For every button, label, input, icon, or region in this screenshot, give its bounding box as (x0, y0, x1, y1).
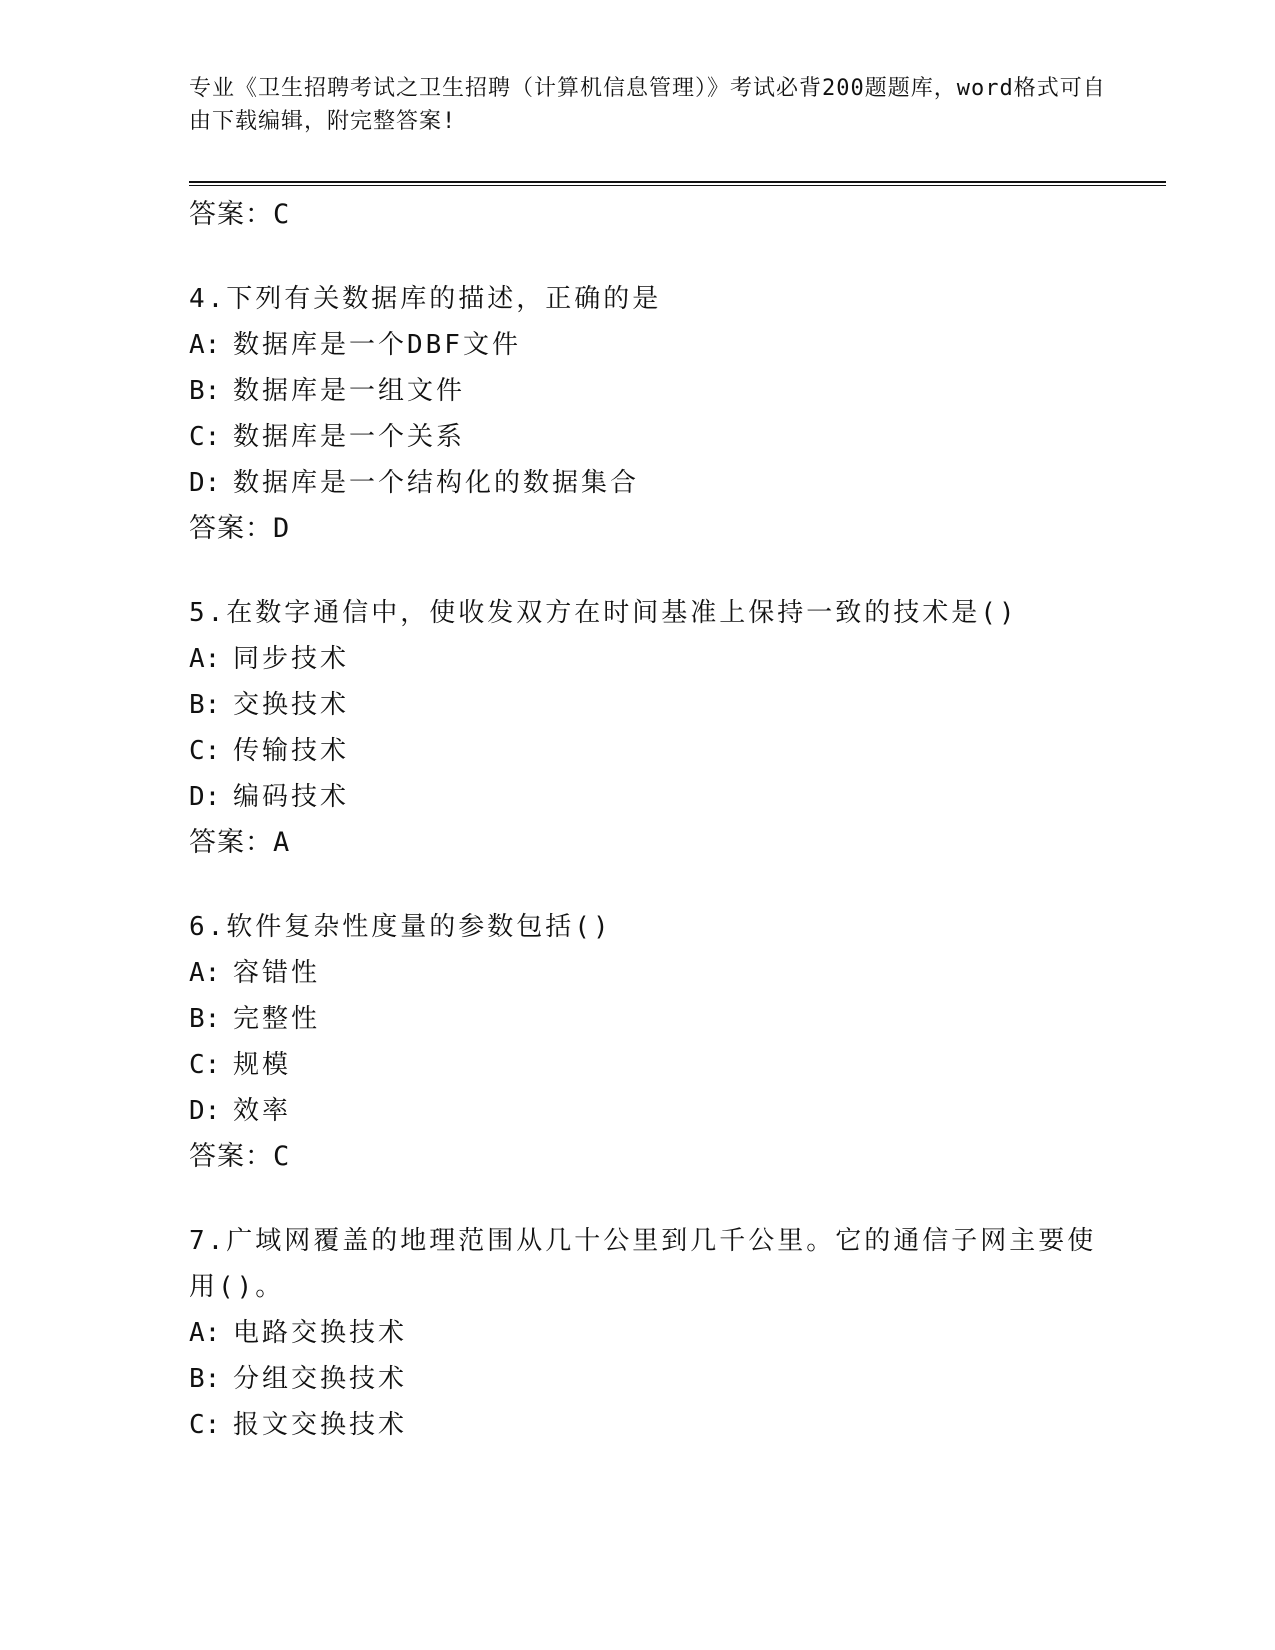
option-text: 编码技术 (233, 782, 350, 812)
answer-label: 答案： (189, 1141, 273, 1172)
spacer (189, 238, 1119, 276)
option-b (189, 996, 1119, 1042)
option-c (189, 1402, 1119, 1448)
option-b (189, 682, 1119, 728)
option-text: 数据库是一组文件 (233, 376, 466, 406)
answer-label: 答案： (189, 513, 273, 544)
option-text: 电路交换技术 (233, 1318, 408, 1348)
option-text: 容错性 (233, 958, 321, 988)
option-text: 同步技术 (233, 644, 350, 674)
option-key: D: (189, 468, 221, 498)
answer-label: 答案： (189, 199, 273, 230)
option-c (189, 414, 1119, 460)
option-key: C: (189, 736, 221, 766)
header-divider (189, 181, 1166, 186)
option-key: A: (189, 330, 221, 360)
option-text: 规模 (233, 1050, 292, 1080)
option-key: C: (189, 1050, 221, 1080)
option-c (189, 728, 1119, 774)
option-text: 传输技术 (233, 736, 350, 766)
option-a (189, 1310, 1119, 1356)
answer-label: 答案： (189, 827, 273, 858)
spacer (189, 866, 1119, 904)
answer-line (189, 820, 1119, 866)
option-d (189, 460, 1119, 506)
option-text: 数据库是一个DBF文件 (233, 330, 521, 360)
option-key: B: (189, 376, 221, 406)
answer-value: C (273, 1141, 291, 1172)
spacer (189, 552, 1119, 590)
option-b (189, 1356, 1119, 1402)
question-stem: 4.下列有关数据库的描述，正确的是 (189, 284, 662, 314)
document-header: 专业《卫生招聘考试之卫生招聘（计算机信息管理）》考试必背200题题库，word格式可自由下载编辑，附完整答案! (189, 76, 1106, 134)
question-stem: 5.在数字通信中，使收发双方在时间基准上保持一致的技术是() (189, 598, 1018, 628)
option-key: B: (189, 690, 221, 720)
answer-line (189, 192, 1119, 238)
option-key: D: (189, 782, 221, 812)
answer-value: D (273, 513, 291, 544)
option-text: 交换技术 (233, 690, 350, 720)
option-key: B: (189, 1364, 221, 1394)
option-key: C: (189, 422, 221, 452)
option-key: A: (189, 1318, 221, 1348)
option-key: A: (189, 644, 221, 674)
option-key: B: (189, 1004, 221, 1034)
option-text: 分组交换技术 (233, 1364, 408, 1394)
answer-line (189, 506, 1119, 552)
answer-value: C (273, 199, 291, 230)
option-key: D: (189, 1096, 221, 1126)
option-a (189, 950, 1119, 996)
answer-line (189, 1134, 1119, 1180)
option-a (189, 322, 1119, 368)
question-stem: 6.软件复杂性度量的参数包括() (189, 912, 612, 942)
question-stem: 7.广域网覆盖的地理范围从几十公里到几千公里。它的通信子网主要使用()。 (189, 1226, 1097, 1302)
option-b (189, 368, 1119, 414)
option-text: 数据库是一个关系 (233, 422, 466, 452)
option-key: C: (189, 1410, 221, 1440)
question-list (189, 192, 1119, 1448)
option-text: 完整性 (233, 1004, 321, 1034)
option-d (189, 1088, 1119, 1134)
option-text: 数据库是一个结构化的数据集合 (233, 468, 640, 498)
option-d (189, 774, 1119, 820)
spacer (189, 1180, 1119, 1218)
option-text: 报文交换技术 (233, 1410, 408, 1440)
option-a (189, 636, 1119, 682)
answer-value: A (273, 827, 291, 858)
option-key: A: (189, 958, 221, 988)
option-c (189, 1042, 1119, 1088)
option-text: 效率 (233, 1096, 292, 1126)
